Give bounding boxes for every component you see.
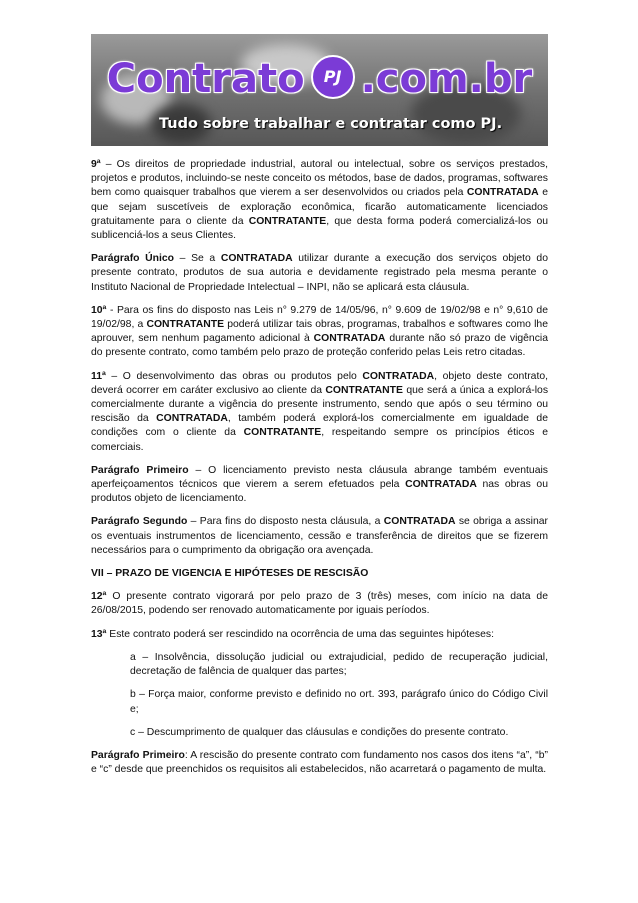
paragraph-label: Parágrafo Primeiro (91, 464, 189, 476)
paragraph-unico (91, 252, 548, 295)
clause-13 (91, 628, 548, 642)
party-name: CONTRATADA (383, 516, 456, 528)
clause-text: nas obras ou produtos objeto de licenciamento. (91, 479, 548, 505)
clause-text: , respeitando sempre os princípios éticos e comerciais. (91, 427, 548, 453)
party-name: CONTRATADA (220, 253, 293, 265)
clause-text: : A rescisão do presente contrato com fundamento nos casos dos itens “a”, “b” e “c” desde que preenchidos os requisitos ali estabelecidos, não acarretará o pagamento de multa. (91, 749, 548, 776)
list-item: b – Força maior, conforme previsto e definido no ort. 393, parágrafo único do Código Civil e; (130, 689, 548, 715)
party-name: CONTRATADA (362, 370, 435, 382)
clause-text: , também poderá explorá-los comercialmente em igualdade de condições com o cliente da (91, 413, 548, 439)
party-name: CONTRATANTE (325, 384, 403, 396)
paragraph-primeiro (91, 464, 548, 507)
paragraph-primeiro-rescisao (91, 749, 548, 777)
clause-text: , que desta forma poderá comercializá-los ou sublicenciá-los a seus Clientes. (91, 215, 549, 242)
list-item: a – Insolvência, dissolução judicial ou extrajudicial, pedido de recuperação judicial, decretação de falência de qualquer das partes; (130, 651, 548, 678)
section-heading: VII – PRAZO DE VIGENCIA E HIPÓTESES DE RESCISÃO (91, 568, 369, 580)
header-banner (91, 34, 548, 146)
clause-10 (91, 304, 548, 361)
clause-number: 10ª (91, 304, 107, 316)
clause-text: – O desenvolvimento das obras ou produtos pelo (105, 370, 363, 382)
clause-text: Este contrato poderá ser rescindido na ocorrência de uma das seguintes hipóteses: (106, 628, 494, 640)
party-name: CONTRATADA (313, 333, 386, 345)
paragraph-label: Parágrafo Primeiro (91, 749, 185, 761)
pj-badge-icon: PJ (311, 55, 355, 99)
clause-9 (91, 158, 548, 243)
clause-number: 11ª (91, 370, 106, 382)
clause-number: 13ª (91, 628, 107, 640)
contract-body (91, 158, 548, 786)
clause-text: O presente contrato vigorará por pelo prazo de 3 (três) meses, com início na data de 26/08/2015, podendo ser renovado automaticamente por iguais períodos. (91, 591, 548, 617)
clause-11 (91, 370, 548, 455)
party-name: CONTRATADA (405, 479, 477, 491)
clause-number: 12ª (91, 591, 107, 603)
banner-tagline: Tudo sobre trabalhar e contratar como PJ. (159, 116, 503, 132)
paragraph-segundo (91, 515, 548, 558)
clause-text: que será a única a explorá-los comercialmente durante a vigência do presente instrumento, sendo que após o seu término ou rescisão da (91, 384, 549, 425)
clause-text: , objeto deste contrato, deverá ocorrer em caráter exclusivo ao cliente da (91, 370, 548, 396)
party-name: CONTRATADA (466, 187, 539, 199)
party-name: CONTRATANTE (146, 319, 225, 331)
clause-text: se obriga a assinar os eventuais instrumentos de licenciamento, cessão e transferência de direitos que se fizerem necessários para o cumprimento da obrigação ora avençada. (91, 516, 548, 556)
clause-number: 9ª (91, 159, 101, 170)
party-name: CONTRATANTE (248, 215, 327, 227)
clause-text: utilizar durante a execução dos serviços objeto do presente contrato, produtos de sua autoria e devidamente registrado pela mesma perante o Instituto Nacional de Propriedade Intelectual – INPI, não se aplicará esta cláusula. (91, 253, 548, 293)
list-item: c – Descumprimento de qualquer das cláusulas e condições do presente contrato. (130, 726, 509, 738)
clause-text: - Para os fins do disposto nas Leis n° 9.279 de 14/05/96, n° 9.609 de 19/02/98 e n° 9,610 de 19/02/98, a (91, 304, 548, 331)
clause-text: poderá utilizar tais obras, programas, trabalhos e softwares como lhe aprouver, sem nenhum pagamento adicional à (91, 319, 548, 345)
brand-left-text: Contrato (106, 56, 305, 102)
clause-text: – Para fins do disposto nesta cláusula, a (187, 516, 384, 528)
paragraph-label: Parágrafo Segundo (91, 516, 188, 528)
clause-text: – Se a (174, 253, 221, 265)
clause-text: e que sejam suscetíveis de exploração econômica, ficarão automaticamente licenciados gratuitamente para o cliente da (91, 187, 549, 227)
party-name: CONTRATADA (156, 413, 228, 425)
party-name: CONTRATANTE (243, 427, 322, 439)
paragraph-label: Parágrafo Único (91, 253, 175, 265)
clause-text: – O licenciamento previsto nesta cláusula abrange também eventuais aperfeiçoamentos técnicos que vierem a serem efetuados pela (91, 464, 548, 491)
brand-right-text: .com.br (360, 56, 533, 102)
brand-logo (91, 56, 548, 103)
clause-12 (91, 590, 548, 618)
clause-text: durante não só prazo de vigência do presente contrato, como também pelo prazo de proteção conferido pelas Leis retro citadas. (91, 333, 548, 359)
clause-text: – Os direitos de propriedade industrial, autoral ou intelectual, sobre os serviços prestados, projetos e produtos, incluindo-se neste conceito os métodos, base de dados, programas, softwares bem como quaisquer trabalhos que vierem a ser desenvolvidos ou criados pela (91, 159, 548, 199)
